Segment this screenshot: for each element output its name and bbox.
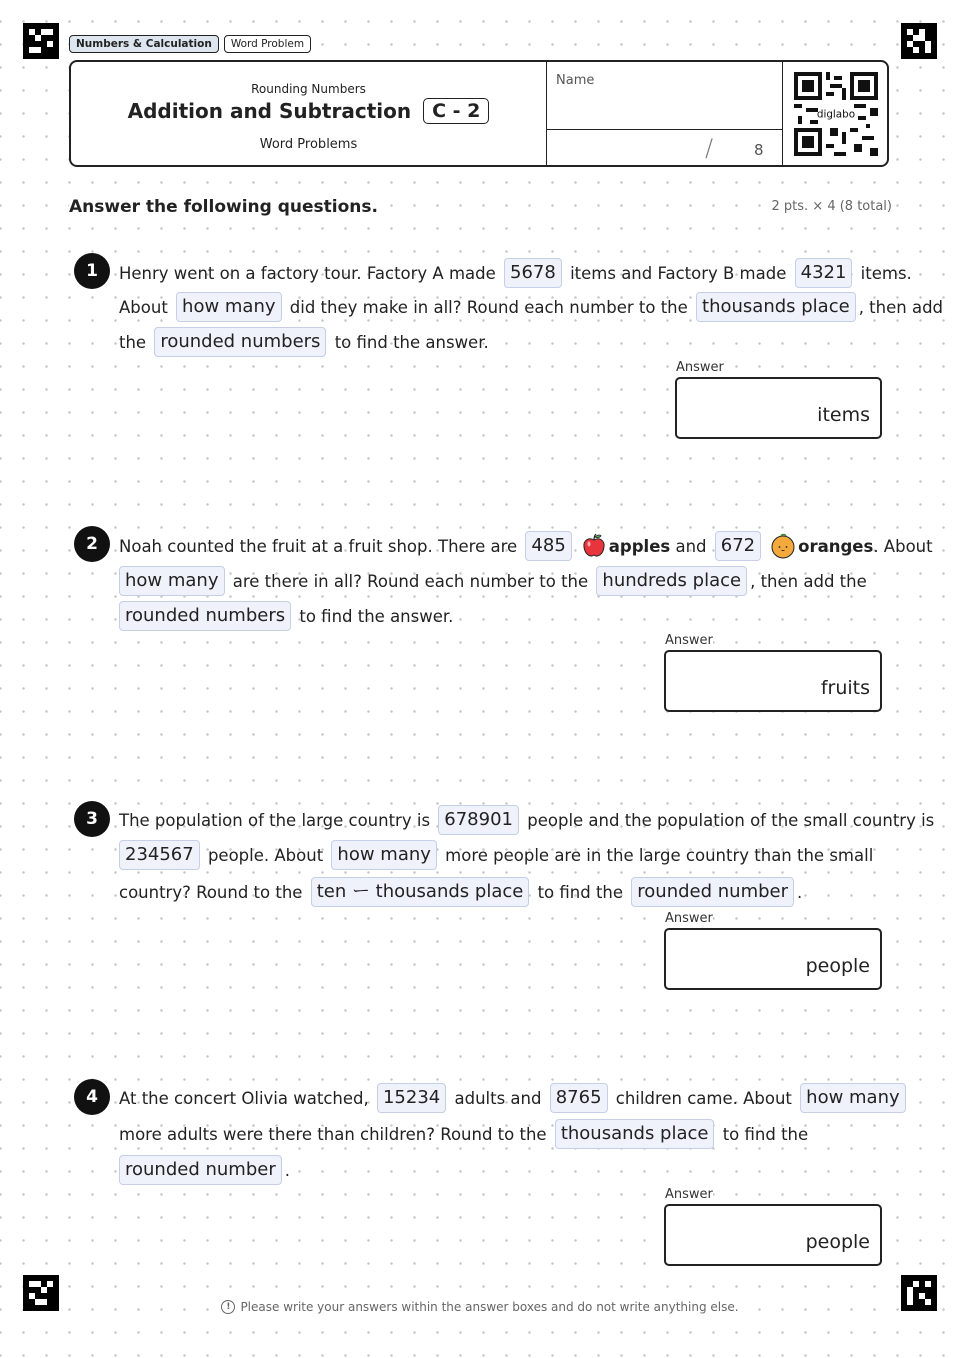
question-2-line-3 <box>119 601 453 631</box>
answer-unit-4: people <box>805 1231 870 1253</box>
keyword-chip: how many <box>176 292 282 322</box>
question-2-line-1 <box>119 531 933 561</box>
answer-label-1: Answer <box>676 360 724 375</box>
question-text: . <box>284 1160 290 1180</box>
name-field[interactable] <box>546 62 783 165</box>
answer-unit-1: items <box>817 404 870 426</box>
footer-text: Please write your answers within the answer boxes and do not write anything else. <box>240 1300 739 1314</box>
qr-code <box>794 72 878 156</box>
keyword-chip: how many <box>331 840 437 870</box>
question-text: , then add <box>858 297 944 317</box>
worksheet-header <box>69 60 889 167</box>
question-1-number: 1 <box>74 253 110 289</box>
question-text: country? Round to the <box>119 882 308 902</box>
score-total: 8 <box>754 141 764 159</box>
tag-word-problem: Word Problem <box>224 35 311 53</box>
points-info: 2 pts. × 4 (8 total) <box>771 199 892 214</box>
answer-box-2[interactable] <box>664 650 882 712</box>
answer-unit-3: people <box>805 955 870 977</box>
question-text: Noah counted the fruit at a fruit shop. There are <box>119 536 523 556</box>
category-tags <box>69 35 311 53</box>
question-text: . <box>797 882 803 902</box>
number-chip: 5678 <box>504 258 562 288</box>
question-3-line-2 <box>119 840 873 870</box>
fruit-label-apples: apples <box>608 536 671 556</box>
question-text: items. <box>855 263 912 283</box>
question-1-line-1 <box>119 258 912 288</box>
number-chip: 485 <box>525 531 571 561</box>
number-chip: 678901 <box>438 805 519 835</box>
name-label: Name <box>556 73 595 88</box>
question-text: adults and <box>449 1088 547 1108</box>
question-text: items and Factory B made <box>564 263 792 283</box>
question-text: the <box>119 332 152 352</box>
keyword-chip: hundreds place <box>596 566 747 596</box>
question-text: At the concert Olivia watched, <box>119 1088 374 1108</box>
orange-icon <box>770 533 796 559</box>
worksheet-code: C - 2 <box>423 98 489 124</box>
keyword-chip: ten ー thousands place <box>311 877 530 907</box>
keyword-chip: how many <box>119 566 225 596</box>
question-text: to find the answer. <box>329 332 489 352</box>
keyword-chip: rounded numbers <box>154 327 326 357</box>
question-text: , then add the <box>750 571 867 591</box>
instructions: Answer the following questions. <box>69 197 378 217</box>
question-text: more people are in the large country than the small <box>439 845 874 865</box>
header-caption: Word Problems <box>259 137 358 152</box>
question-4-number: 4 <box>74 1079 110 1115</box>
qr-code-area <box>782 62 888 165</box>
question-text: people. About <box>202 845 329 865</box>
question-3-line-1 <box>119 805 934 835</box>
header-divider <box>547 129 783 130</box>
keyword-chip: rounded number <box>119 1155 282 1185</box>
number-chip: 672 <box>715 531 761 561</box>
question-2-number: 2 <box>74 526 110 562</box>
header-title-area <box>71 62 546 165</box>
question-4-line-2 <box>119 1119 808 1149</box>
answer-box-3[interactable] <box>664 928 882 990</box>
number-chip: 234567 <box>119 840 200 870</box>
answer-label-4: Answer <box>665 1187 713 1202</box>
corner-marker-top-right <box>901 23 937 59</box>
question-text: to find the <box>532 882 629 902</box>
question-1-line-2 <box>119 292 943 322</box>
tag-numbers-calculation: Numbers & Calculation <box>69 35 219 53</box>
number-chip: 8765 <box>550 1083 608 1113</box>
header-subtitle: Rounding Numbers <box>251 82 366 96</box>
question-text: About <box>119 297 174 317</box>
footer-note <box>0 1298 960 1314</box>
number-chip: 15234 <box>377 1083 446 1113</box>
question-text: and <box>670 536 712 556</box>
keyword-chip: rounded number <box>631 877 794 907</box>
question-text: The population of the large country is <box>119 810 436 830</box>
qr-logo-text: diglabo <box>816 108 856 121</box>
score-slash: / <box>705 134 714 162</box>
question-2-line-2 <box>119 566 867 596</box>
question-text: are there in all? Round each number to the <box>227 571 594 591</box>
question-text: to find the <box>717 1124 809 1144</box>
keyword-chip: thousands place <box>555 1119 715 1149</box>
question-4-line-1 <box>119 1083 909 1113</box>
answer-box-1[interactable] <box>675 377 882 439</box>
question-text: . About <box>873 536 933 556</box>
keyword-chip: rounded numbers <box>119 601 291 631</box>
question-text: people and the population of the small country is <box>522 810 935 830</box>
number-chip: 4321 <box>795 258 853 288</box>
question-text: Henry went on a factory tour. Factory A made <box>119 263 502 283</box>
keyword-chip: thousands place <box>696 292 856 322</box>
answer-label-3: Answer <box>665 911 713 926</box>
fruit-label-oranges: oranges <box>798 536 874 556</box>
question-text: to find the answer. <box>294 606 454 626</box>
page-title: Addition and Subtraction <box>127 99 412 123</box>
question-3-number: 3 <box>74 801 110 837</box>
question-text: did they make in all? Round each number to the <box>284 297 694 317</box>
answer-unit-2: fruits <box>820 677 870 699</box>
answer-label-2: Answer <box>665 633 713 648</box>
question-4-line-3 <box>119 1155 290 1185</box>
info-icon: ! <box>221 1300 235 1314</box>
answer-box-4[interactable] <box>664 1204 882 1266</box>
question-3-line-3 <box>119 877 802 907</box>
question-text: more adults were there than children? Round to the <box>119 1124 552 1144</box>
keyword-chip: how many <box>800 1083 906 1113</box>
apple-icon <box>581 533 607 559</box>
corner-marker-top-left <box>23 23 59 59</box>
question-text: children came. About <box>610 1088 798 1108</box>
question-1-line-3 <box>119 327 489 357</box>
